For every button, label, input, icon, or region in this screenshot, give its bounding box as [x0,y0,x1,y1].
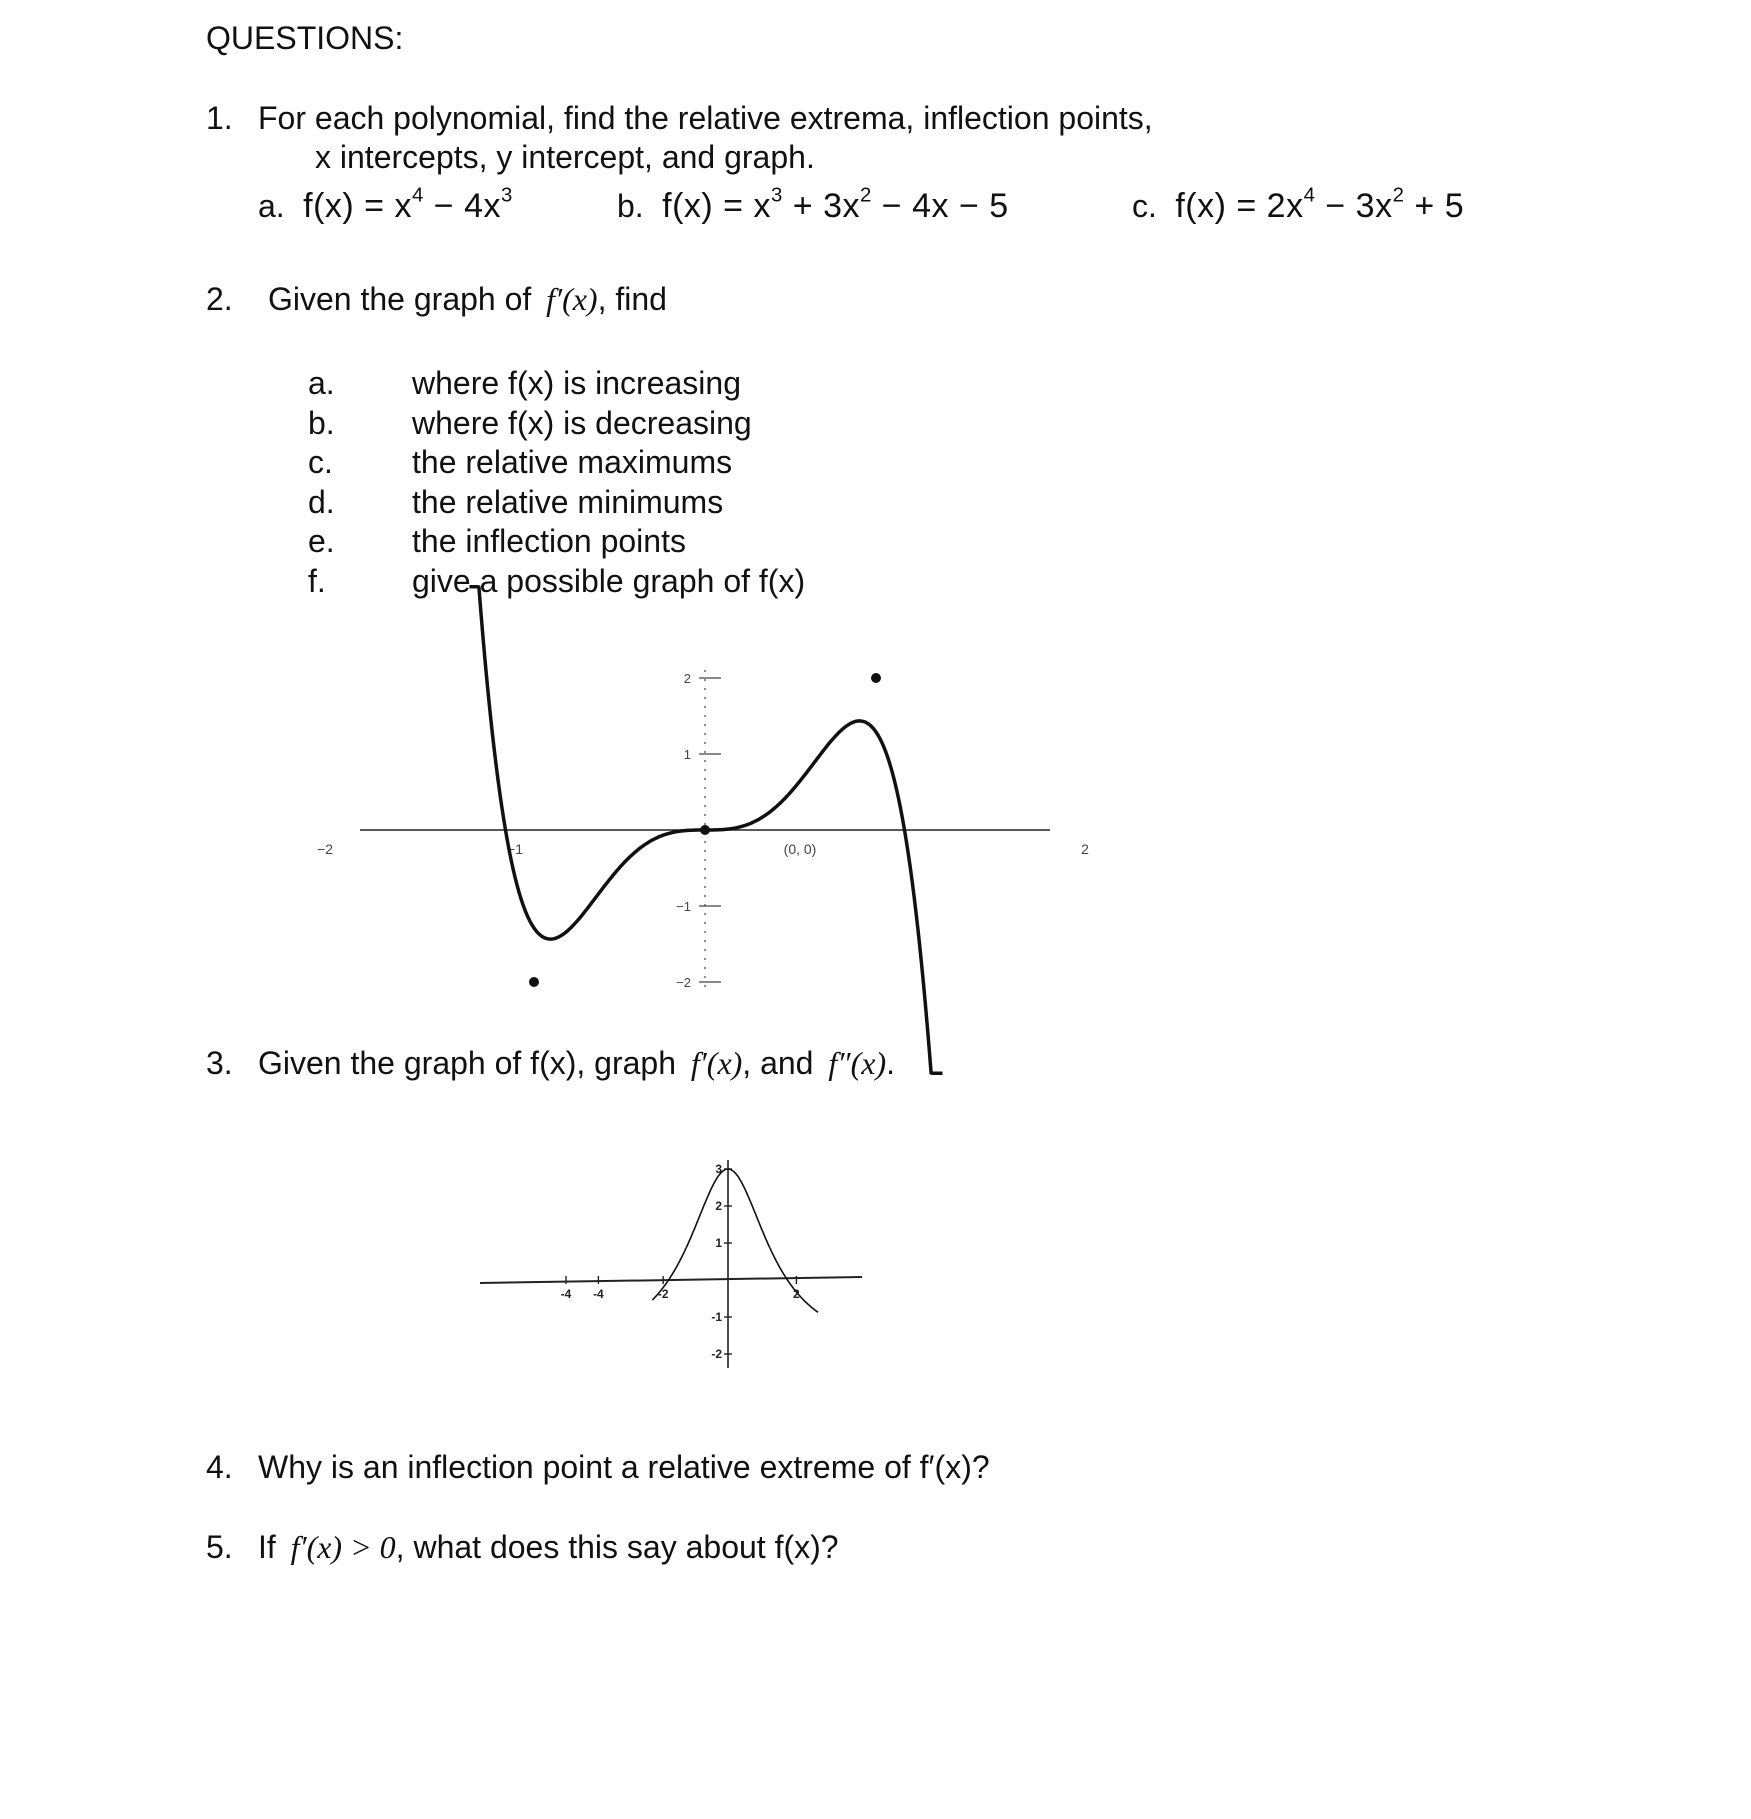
list-item [308,483,805,523]
y-tick-label: -2 [711,1347,722,1361]
key-point [529,977,539,987]
list-item [308,522,805,562]
item-text: the relative minimums [412,483,724,520]
item-text: the relative maximums [412,444,733,480]
q1-part-label: b. [617,188,644,224]
q3-prompt-text: Given the graph of f(x), graph [258,1045,676,1081]
page-heading: QUESTIONS: [206,20,404,56]
q1-part-b [617,186,1009,226]
item-label: d. [308,483,335,520]
q3-number: 3. [206,1045,233,1081]
key-point [700,825,710,835]
q3-prompt-mid: , and [742,1045,814,1081]
q3-prompt-suffix: . [886,1045,895,1081]
item-label: a. [308,365,335,401]
poly-rest: + 5 [1404,187,1465,225]
y-tick-label: 1 [683,747,691,762]
x-axis [480,1277,862,1283]
item-text: where f(x) is decreasing [412,404,752,441]
item-label: b. [308,404,335,441]
q5-prefix: If [258,1529,276,1565]
poly-term: + 3x [782,187,860,225]
q1-part-label: a. [258,188,285,224]
y-tick-label: −1 [676,899,691,914]
poly-term: − 3x [1315,187,1393,225]
q5-number: 5. [206,1529,233,1565]
x-tick-label: 2 [793,1287,800,1301]
f-prime-expression: f′(x) [546,281,598,317]
f-graph [470,1148,870,1370]
q1-part-a [258,186,513,226]
q2-prompt-suffix: , find [597,281,667,317]
poly-term: − 4x [423,187,501,225]
x-tick-label: 2 [1081,841,1089,857]
list-item [308,443,805,483]
list-item [308,364,805,404]
y-tick-label: −2 [676,975,691,990]
q1-number: 1. [206,100,233,136]
poly-lhs: f(x) = x [303,187,412,225]
poly-exponent: 2 [860,184,872,207]
f-prime-graph [317,630,1089,1010]
q4-text: Why is an inflection point a relative extreme of f′(x)? [258,1449,990,1485]
q4-number: 4. [206,1449,233,1485]
item-label: e. [308,523,335,559]
poly-exponent: 3 [770,184,783,207]
list-item [308,562,805,602]
q3-prompt [258,1044,895,1082]
item-text: the inflection points [412,523,686,559]
poly-exponent: 4 [1303,184,1316,207]
q1-polynomial [662,184,1009,225]
f-double-prime-expression: f″(x) [828,1045,887,1081]
poly-exponent: 2 [1392,184,1405,207]
q5-suffix: , what does this say about f(x)? [395,1529,839,1565]
f-prime-expression: f′(x) [690,1045,743,1081]
item-label: c. [308,444,333,480]
y-tick-label: 1 [715,1236,722,1250]
poly-rest: − 4x − 5 [871,187,1009,225]
poly-exponent: 3 [501,184,513,207]
x-tick-label: -4 [593,1287,604,1301]
list-item [308,404,805,444]
q2-prompt [268,280,667,318]
q2-prompt-text: Given the graph of [268,281,532,317]
q2-number: 2. [206,281,233,317]
x-tick-label: (0, 0) [783,841,817,857]
poly-lhs: f(x) = x [662,187,771,225]
q5-text [258,1528,839,1566]
x-tick-label: −2 [317,841,333,857]
q1-part-label: c. [1132,188,1157,224]
poly-lhs: f(x) = 2x [1175,187,1304,225]
q1-text-line1: For each polynomial, find the relative extrema, inflection points, [258,100,1153,136]
q1-text-line2: x intercepts, y intercept, and graph. [315,139,815,175]
q1-polynomial [1175,184,1465,225]
y-tick-label: 3 [715,1162,722,1176]
x-tick-label: −1 [507,841,523,857]
q1-polynomial [303,184,513,225]
item-label: f. [308,562,326,599]
item-text: where f(x) is increasing [412,365,741,401]
q2-subquestion-list [308,364,805,601]
poly-exponent: 4 [411,184,424,207]
item-text: give a possible graph of f(x) [412,562,806,599]
x-tick-label: -2 [657,1287,669,1301]
y-tick-label: -1 [711,1310,722,1324]
f-prime-inequality: f′(x) > 0 [290,1529,396,1565]
y-tick-label: 2 [683,671,691,686]
y-tick-label: 2 [715,1199,722,1213]
q1-part-c [1132,186,1464,226]
x-tick-label: -4 [560,1287,572,1301]
key-point [871,673,881,683]
